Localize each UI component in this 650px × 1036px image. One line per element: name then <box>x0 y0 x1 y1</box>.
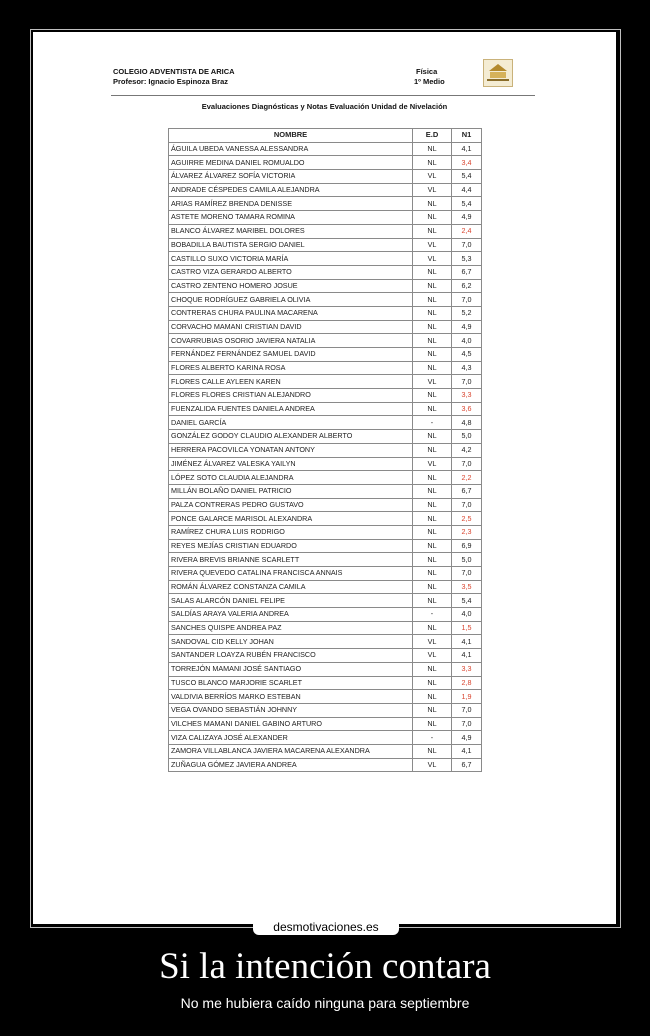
ed-value: NL <box>413 717 452 731</box>
student-name: RIVERA QUEVEDO CATALINA FRANCISCA ANNAIS <box>169 567 413 581</box>
poster-title: Si la intención contara <box>159 946 491 987</box>
ed-value: VL <box>413 758 452 772</box>
student-name: HERRERA PACOVILCA YONATAN ANTONY <box>169 443 413 457</box>
student-name: VILCHES MAMANI DANIEL GABINO ARTURO <box>169 717 413 731</box>
n1-grade: 3,3 <box>452 662 482 676</box>
ed-value: NL <box>413 443 452 457</box>
student-name: VIZA CALIZAYA JOSÉ ALEXANDER <box>169 731 413 745</box>
student-name: MILLÁN BOLAÑO DANIEL PATRICIO <box>169 484 413 498</box>
table-row <box>169 252 482 266</box>
student-name: CHOQUE RODRÍGUEZ GABRIELA OLIVIA <box>169 293 413 307</box>
student-name: CASTRO ZENTENO HOMERO JOSUE <box>169 279 413 293</box>
ed-value: - <box>413 416 452 430</box>
ed-value: VL <box>413 252 452 266</box>
n1-grade: 6,2 <box>452 279 482 293</box>
table-row <box>169 457 482 471</box>
ed-value: NL <box>413 402 452 416</box>
ed-value: NL <box>413 498 452 512</box>
ed-value: NL <box>413 265 452 279</box>
column-header-ed: E.D <box>413 129 452 143</box>
table-header-row <box>169 129 482 143</box>
ed-value: NL <box>413 142 452 156</box>
ed-value: NL <box>413 334 452 348</box>
n1-grade: 4,9 <box>452 731 482 745</box>
n1-grade: 1,9 <box>452 690 482 704</box>
ed-value: NL <box>413 539 452 553</box>
ed-value: NL <box>413 320 452 334</box>
school-name: COLEGIO ADVENTISTA DE ARICA <box>113 67 235 76</box>
n1-grade: 4,9 <box>452 320 482 334</box>
ed-value: NL <box>413 389 452 403</box>
n1-grade: 3,4 <box>452 156 482 170</box>
table-row <box>169 197 482 211</box>
table-row <box>169 580 482 594</box>
column-header-n1: N1 <box>452 129 482 143</box>
ed-value: VL <box>413 649 452 663</box>
n1-grade: 3,5 <box>452 580 482 594</box>
n1-grade: 2,4 <box>452 224 482 238</box>
n1-grade: 4,1 <box>452 649 482 663</box>
table-row <box>169 293 482 307</box>
n1-grade: 3,3 <box>452 389 482 403</box>
student-name: COVARRUBIAS OSORIO JAVIERA NATALIA <box>169 334 413 348</box>
n1-grade: 4,2 <box>452 443 482 457</box>
n1-grade: 7,0 <box>452 703 482 717</box>
table-row <box>169 334 482 348</box>
ed-value: VL <box>413 183 452 197</box>
table-row <box>169 238 482 252</box>
table-row <box>169 320 482 334</box>
ed-value: VL <box>413 375 452 389</box>
table-row <box>169 498 482 512</box>
n1-grade: 6,7 <box>452 265 482 279</box>
n1-grade: 4,0 <box>452 608 482 622</box>
student-name: RIVERA BREVIS BRIANNE SCARLETT <box>169 553 413 567</box>
student-name: CORVACHO MAMANI CRISTIAN DAVID <box>169 320 413 334</box>
student-name: ASTETE MORENO TAMARA ROMINA <box>169 211 413 225</box>
ed-value: VL <box>413 457 452 471</box>
student-name: SANTANDER LOAYZA RUBÉN FRANCISCO <box>169 649 413 663</box>
ed-value: - <box>413 608 452 622</box>
n1-grade: 7,0 <box>452 567 482 581</box>
n1-grade: 4,1 <box>452 142 482 156</box>
n1-grade: 5,4 <box>452 170 482 184</box>
student-name: CASTRO VIZA GERARDO ALBERTO <box>169 265 413 279</box>
n1-grade: 2,3 <box>452 525 482 539</box>
n1-grade: 5,4 <box>452 594 482 608</box>
ed-value: NL <box>413 224 452 238</box>
student-name: RAMÍREZ CHURA LUIS RODRIGO <box>169 525 413 539</box>
table-row <box>169 224 482 238</box>
table-row <box>169 758 482 772</box>
ed-value: NL <box>413 703 452 717</box>
n1-grade: 2,2 <box>452 471 482 485</box>
sheet-subtitle: Evaluaciones Diagnósticas y Notas Evaluación Unidad de Nivelación <box>201 102 448 111</box>
table-row <box>169 484 482 498</box>
ed-value: NL <box>413 306 452 320</box>
n1-grade: 7,0 <box>452 457 482 471</box>
n1-grade: 5,2 <box>452 306 482 320</box>
table-row <box>169 375 482 389</box>
table-row <box>169 731 482 745</box>
ed-value: NL <box>413 293 452 307</box>
table-row <box>169 525 482 539</box>
student-name: PONCE GALARCE MARISOL ALEXANDRA <box>169 512 413 526</box>
table-row <box>169 430 482 444</box>
table-row <box>169 402 482 416</box>
table-row <box>169 142 482 156</box>
n1-grade: 6,7 <box>452 758 482 772</box>
n1-grade: 4,9 <box>452 211 482 225</box>
table-row <box>169 156 482 170</box>
n1-grade: 5,3 <box>452 252 482 266</box>
student-name: VEGA OVANDO SEBASTIÁN JOHNNY <box>169 703 413 717</box>
student-name: ZUÑAGUA GÓMEZ JAVIERA ANDREA <box>169 758 413 772</box>
ed-value: NL <box>413 594 452 608</box>
n1-grade: 4,1 <box>452 635 482 649</box>
ed-value: NL <box>413 744 452 758</box>
student-name: REYES MEJÍAS CRISTIAN EDUARDO <box>169 539 413 553</box>
ed-value: NL <box>413 156 452 170</box>
ed-value: VL <box>413 170 452 184</box>
student-name: ÁLVAREZ ÁLVAREZ SOFÍA VICTORIA <box>169 170 413 184</box>
table-row <box>169 662 482 676</box>
table-row <box>169 183 482 197</box>
n1-grade: 5,0 <box>452 553 482 567</box>
student-name: TUSCO BLANCO MARJORIE SCARLET <box>169 676 413 690</box>
table-row <box>169 690 482 704</box>
student-name: CONTRERAS CHURA PAULINA MACARENA <box>169 306 413 320</box>
ed-value: NL <box>413 279 452 293</box>
grade-sheet <box>33 32 616 924</box>
student-name: LÓPEZ SOTO CLAUDIA ALEJANDRA <box>169 471 413 485</box>
table-row <box>169 265 482 279</box>
table-row <box>169 279 482 293</box>
table-row <box>169 608 482 622</box>
ed-value: NL <box>413 621 452 635</box>
table-row <box>169 348 482 362</box>
student-name: ANDRADE CÉSPEDES CAMILA ALEJANDRA <box>169 183 413 197</box>
ed-value: NL <box>413 525 452 539</box>
table-row <box>169 306 482 320</box>
n1-grade: 7,0 <box>452 293 482 307</box>
n1-grade: 4,0 <box>452 334 482 348</box>
student-name: PALZA CONTRERAS PEDRO GUSTAVO <box>169 498 413 512</box>
student-name: ROMÁN ÁLVAREZ CONSTANZA CAMILA <box>169 580 413 594</box>
n1-grade: 5,0 <box>452 430 482 444</box>
grade-level: 1º Medio <box>414 77 445 86</box>
header-divider <box>111 95 535 96</box>
grades-table <box>168 128 482 772</box>
n1-grade: 3,6 <box>452 402 482 416</box>
ed-value: VL <box>413 635 452 649</box>
ed-value: NL <box>413 348 452 362</box>
school-logo-icon <box>483 59 513 87</box>
student-name: FLORES FLORES CRISTIAN ALEJANDRO <box>169 389 413 403</box>
ed-value: NL <box>413 580 452 594</box>
ed-value: NL <box>413 553 452 567</box>
ed-value: NL <box>413 512 452 526</box>
student-name: FUENZALIDA FUENTES DANIELA ANDREA <box>169 402 413 416</box>
n1-grade: 1,5 <box>452 621 482 635</box>
table-row <box>169 361 482 375</box>
ed-value: NL <box>413 567 452 581</box>
student-name: AGUIRRE MEDINA DANIEL ROMUALDO <box>169 156 413 170</box>
ed-value: NL <box>413 676 452 690</box>
table-row <box>169 567 482 581</box>
n1-grade: 4,8 <box>452 416 482 430</box>
ed-value: NL <box>413 197 452 211</box>
student-name: SALAS ALARCÓN DANIEL FELIPE <box>169 594 413 608</box>
student-name: SANCHES QUISPE ANDREA PAZ <box>169 621 413 635</box>
table-row <box>169 471 482 485</box>
student-name: BLANCO ÁLVAREZ MARIBEL DOLORES <box>169 224 413 238</box>
table-row <box>169 717 482 731</box>
table-row <box>169 621 482 635</box>
column-header-name: NOMBRE <box>169 129 413 143</box>
student-name: TORREJÓN MAMANI JOSÉ SANTIAGO <box>169 662 413 676</box>
ed-value: NL <box>413 484 452 498</box>
table-row <box>169 744 482 758</box>
student-name: SALDÍAS ARAYA VALERIA ANDREA <box>169 608 413 622</box>
ed-value: NL <box>413 211 452 225</box>
subject: Física <box>416 67 438 76</box>
n1-grade: 2,8 <box>452 676 482 690</box>
n1-grade: 7,0 <box>452 238 482 252</box>
student-name: ÁGUILA UBEDA VANESSA ALESSANDRA <box>169 142 413 156</box>
table-row <box>169 170 482 184</box>
n1-grade: 7,0 <box>452 717 482 731</box>
ed-value: NL <box>413 662 452 676</box>
n1-grade: 7,0 <box>452 375 482 389</box>
ed-value: NL <box>413 471 452 485</box>
ed-value: NL <box>413 690 452 704</box>
table-row <box>169 553 482 567</box>
ed-value: VL <box>413 238 452 252</box>
site-brand[interactable]: desmotivaciones.es <box>253 919 399 935</box>
student-name: DANIEL GARCÍA <box>169 416 413 430</box>
n1-grade: 6,9 <box>452 539 482 553</box>
table-row <box>169 676 482 690</box>
student-name: FLORES CALLE AYLEEN KAREN <box>169 375 413 389</box>
ed-value: NL <box>413 430 452 444</box>
poster-caption: No me hubiera caído ninguna para septiembre <box>180 995 470 1011</box>
teacher-name: Profesor: Ignacio Espinoza Braz <box>113 77 229 86</box>
n1-grade: 4,5 <box>452 348 482 362</box>
table-row <box>169 649 482 663</box>
n1-grade: 2,5 <box>452 512 482 526</box>
table-row <box>169 416 482 430</box>
table-row <box>169 703 482 717</box>
student-name: CASTILLO SUXO VICTORIA MARÍA <box>169 252 413 266</box>
ed-value: - <box>413 731 452 745</box>
n1-grade: 6,7 <box>452 484 482 498</box>
student-name: BOBADILLA BAUTISTA SERGIO DANIEL <box>169 238 413 252</box>
student-name: VALDIVIA BERRÍOS MARKO ESTEBAN <box>169 690 413 704</box>
student-name: FLORES ALBERTO KARINA ROSA <box>169 361 413 375</box>
n1-grade: 4,4 <box>452 183 482 197</box>
n1-grade: 4,3 <box>452 361 482 375</box>
table-row <box>169 211 482 225</box>
student-name: SANDOVAL CID KELLY JOHAN <box>169 635 413 649</box>
table-row <box>169 443 482 457</box>
student-name: GONZÁLEZ GODOY CLAUDIO ALEXANDER ALBERTO <box>169 430 413 444</box>
table-row <box>169 539 482 553</box>
table-row <box>169 389 482 403</box>
n1-grade: 7,0 <box>452 498 482 512</box>
table-row <box>169 512 482 526</box>
student-name: ZAMORA VILLABLANCA JAVIERA MACARENA ALEXANDRA <box>169 744 413 758</box>
table-row <box>169 594 482 608</box>
n1-grade: 5,4 <box>452 197 482 211</box>
ed-value: NL <box>413 361 452 375</box>
n1-grade: 4,1 <box>452 744 482 758</box>
student-name: JIMÉNEZ ÁLVAREZ VALESKA YAILYN <box>169 457 413 471</box>
student-name: ARIAS RAMÍREZ BRENDA DENISSE <box>169 197 413 211</box>
student-name: FERNÁNDEZ FERNÁNDEZ SAMUEL DAVID <box>169 348 413 362</box>
table-row <box>169 635 482 649</box>
